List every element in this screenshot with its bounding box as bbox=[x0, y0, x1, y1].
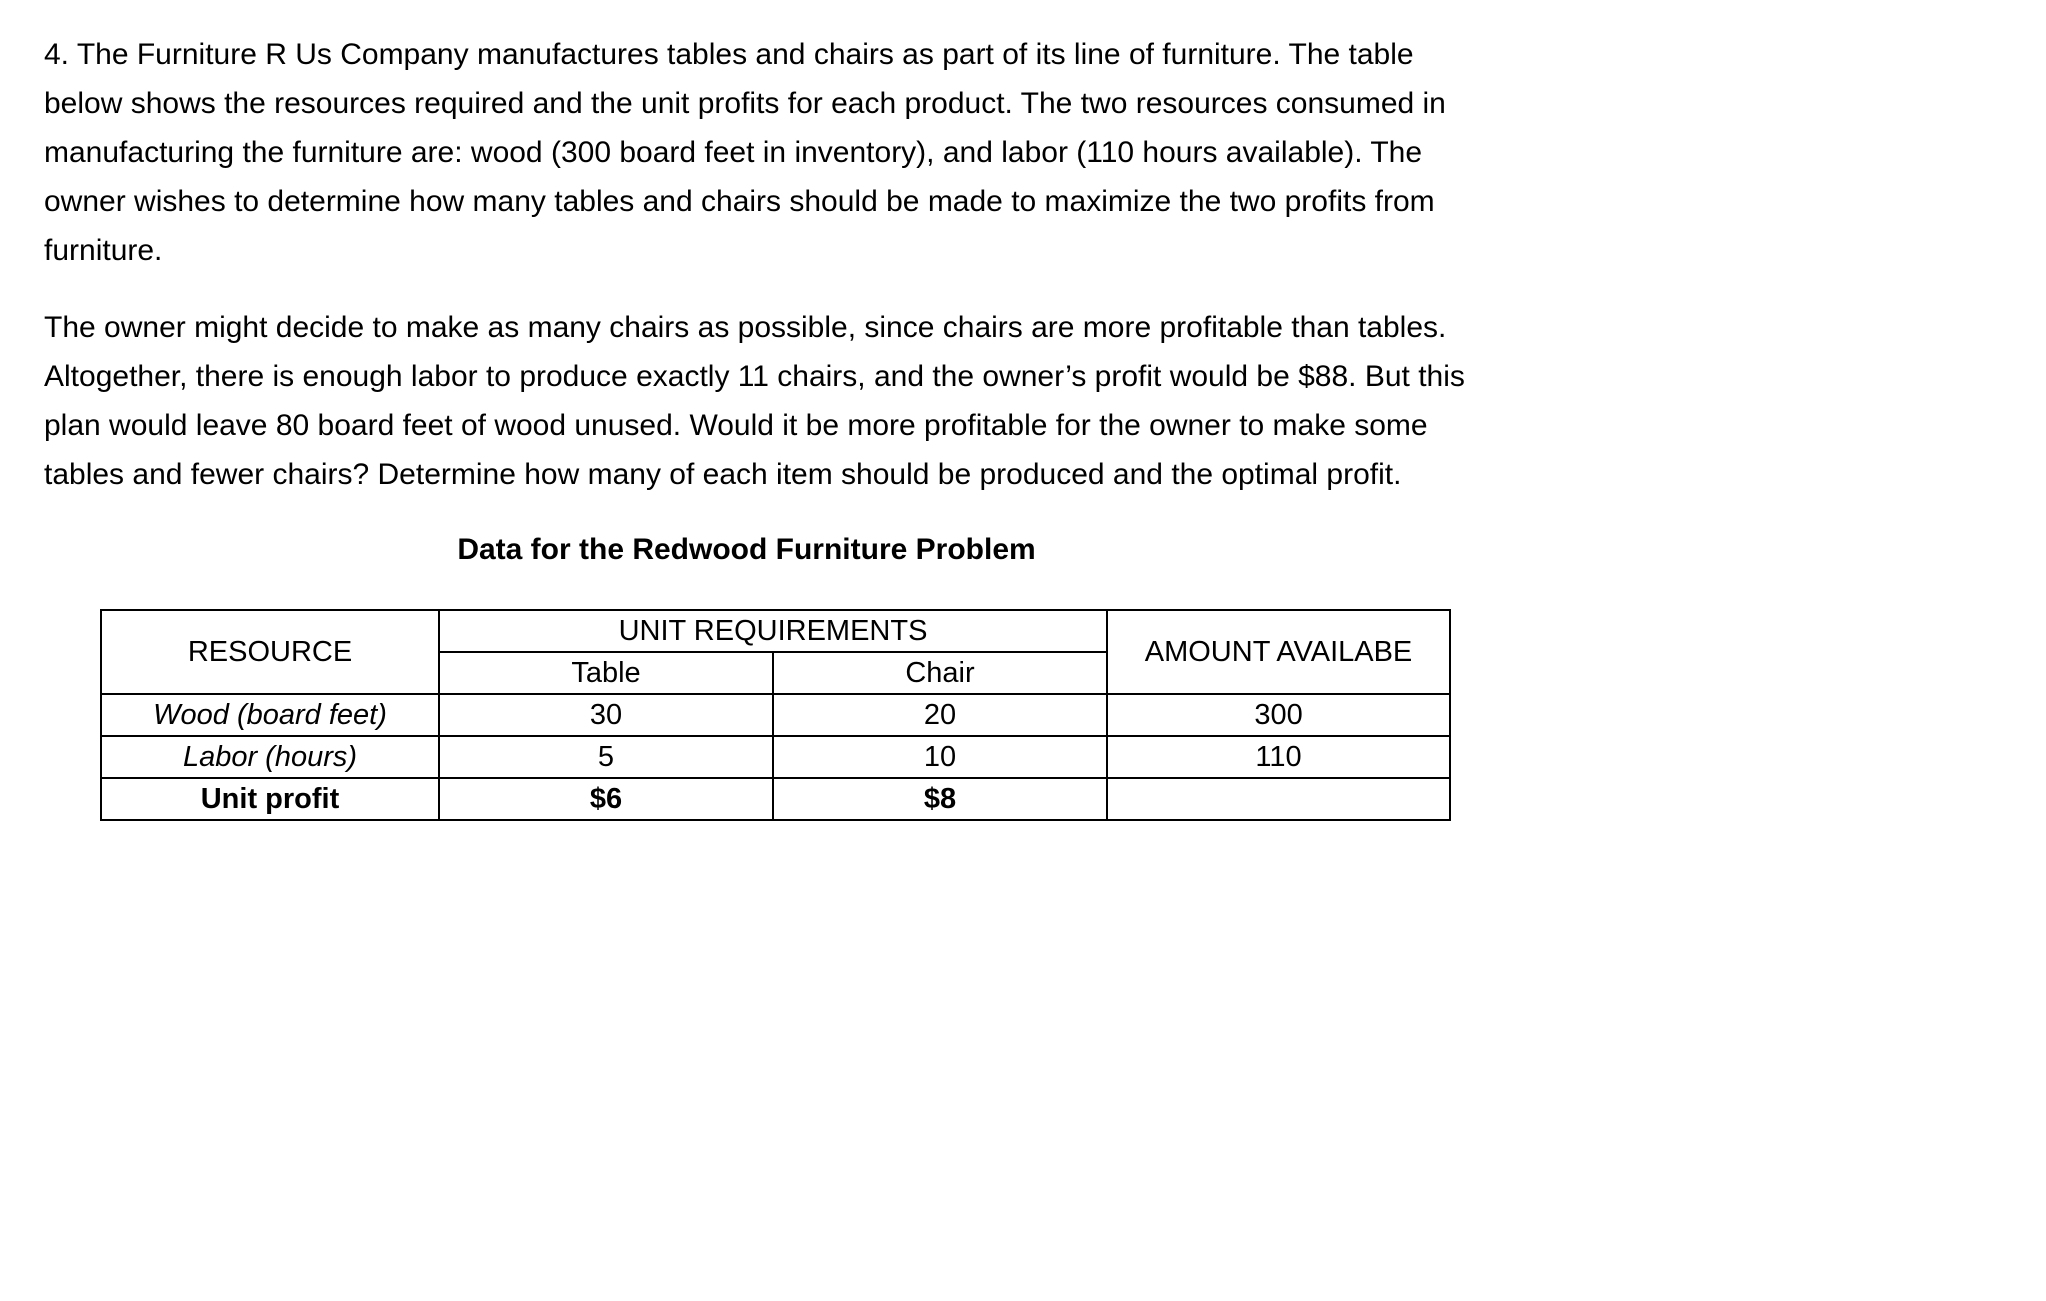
problem-statement-paragraph: 4. The Furniture R Us Company manufactures tables and chairs as part of its line of furniture. The table below shows the resources required and the unit profits for each product. The two resources consumed in manufacturing the furniture are: wood (300 board feet in inventory), and labor (110 hours available). The owner wishes to determine how many tables and chairs should be made to maximize the two profits from furniture. bbox=[44, 38, 1446, 267]
header-row-1 bbox=[101, 610, 1450, 652]
header-cell-amount-available: AMOUNT AVAILABE bbox=[1107, 610, 1450, 694]
furniture-data-table bbox=[100, 609, 1451, 821]
table-row-wood bbox=[101, 694, 1450, 736]
header-cell-resource: RESOURCE bbox=[101, 610, 439, 694]
cell-unit-profit-label: Unit profit bbox=[101, 778, 439, 820]
cell-unit-profit-amount bbox=[1107, 778, 1450, 820]
header-cell-table: Table bbox=[439, 652, 773, 694]
header-cell-unit-requirements: UNIT REQUIREMENTS bbox=[439, 610, 1107, 652]
header-cell-chair: Chair bbox=[773, 652, 1107, 694]
cell-labor-chair: 10 bbox=[773, 736, 1107, 778]
cell-labor-label: Labor (hours) bbox=[101, 736, 439, 778]
discussion-paragraph: The owner might decide to make as many chairs as possible, since chairs are more profitable than tables. Altogether, there is enough labor to produce exactly 11 chairs, and the owner’s profit would be $88. But this plan would leave 80 board feet of wood unused. Would it be more profitable for the owner to make some tables and fewer chairs? Determine how many of each item should be produced and the optimal profit. bbox=[44, 311, 1465, 491]
cell-labor-amount: 110 bbox=[1107, 736, 1450, 778]
table-row-labor bbox=[101, 736, 1450, 778]
table-title: Data for the Redwood Furniture Problem bbox=[457, 533, 1036, 566]
cell-wood-chair: 20 bbox=[773, 694, 1107, 736]
cell-wood-amount: 300 bbox=[1107, 694, 1450, 736]
table-row-unit-profit bbox=[101, 778, 1450, 820]
cell-unit-profit-chair: $8 bbox=[773, 778, 1107, 820]
cell-wood-label: Wood (board feet) bbox=[101, 694, 439, 736]
cell-labor-table: 5 bbox=[439, 736, 773, 778]
cell-wood-table: 30 bbox=[439, 694, 773, 736]
cell-unit-profit-table: $6 bbox=[439, 778, 773, 820]
